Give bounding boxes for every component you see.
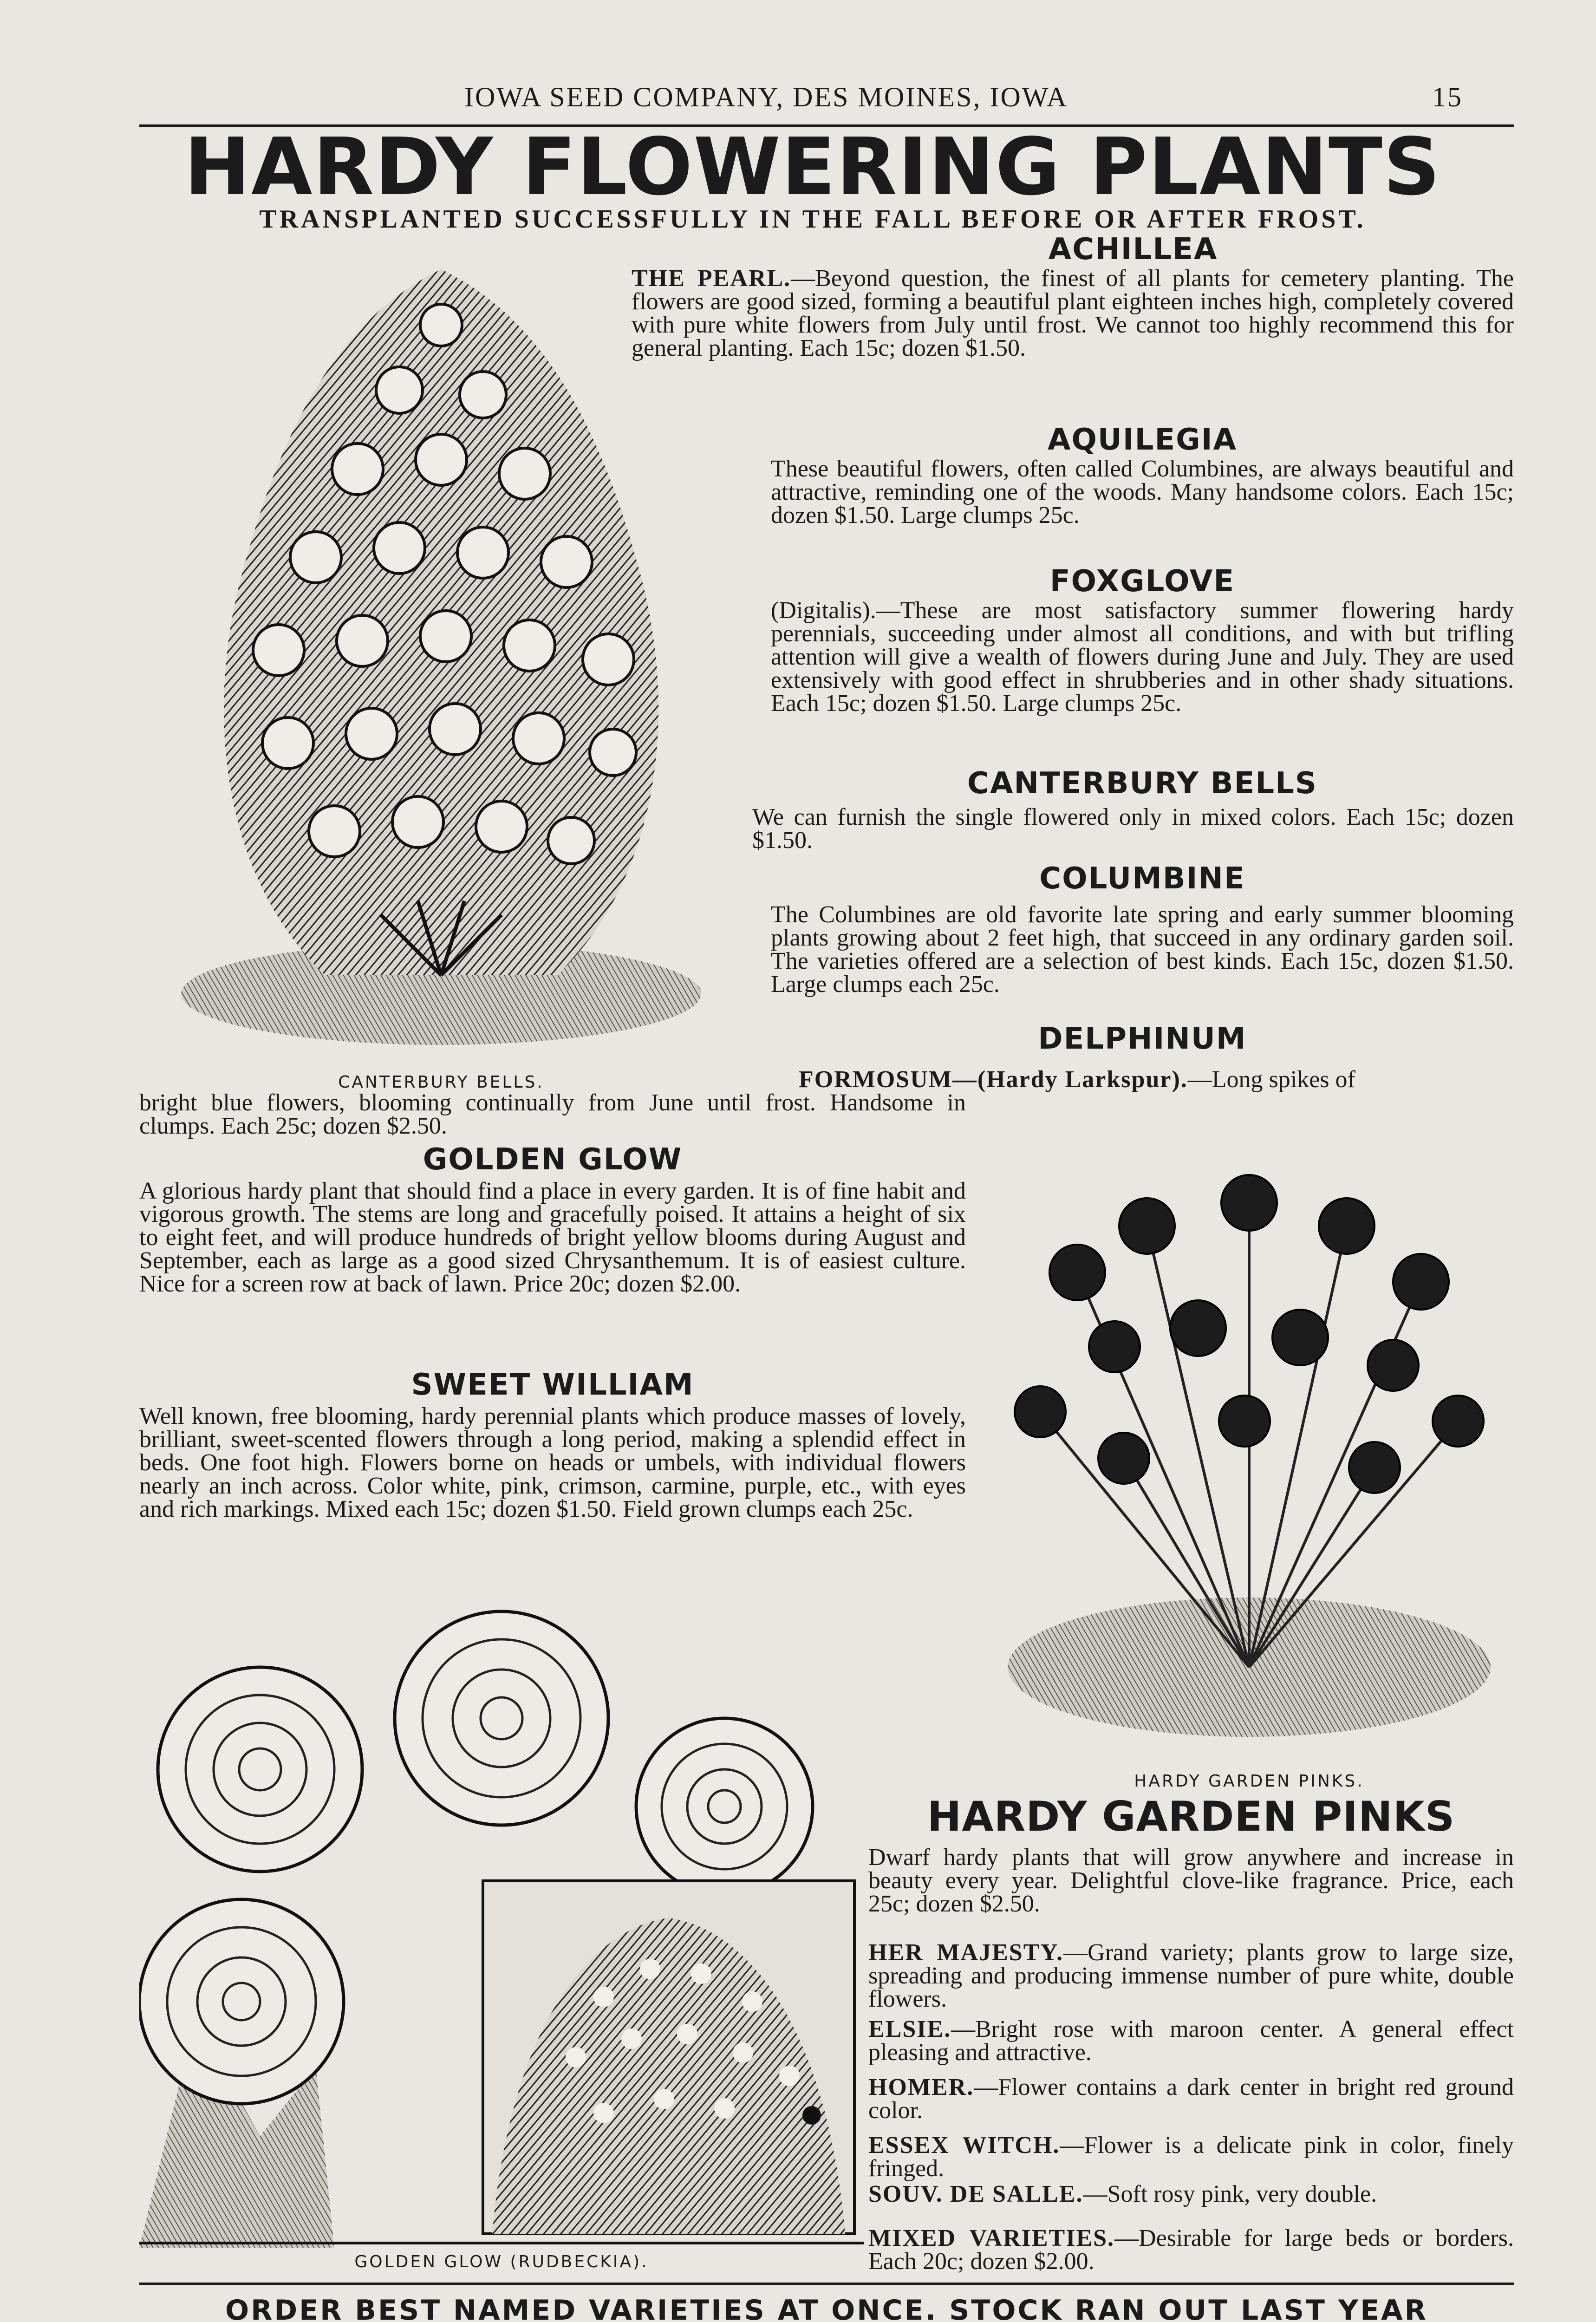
variety-desc: —Grand variety; plants grow to large size, spreading and producing immense number of pure white, double flowers.	[868, 1939, 1514, 2012]
pinks-variety	[868, 2227, 1514, 2273]
canterbury-bells-illustration	[139, 251, 743, 1063]
aquilegia-text: These beautiful flowers, often called Columbines, are always beautiful and attractive, reminding one of the woods. Many handsome colors. Each 15c; dozen $1.50. Large clumps 25c.	[771, 456, 1514, 528]
achillea-body: —Beyond question, the finest of all plants for cemetery planting. The flowers are good sized, forming a beautiful plant eighteen inches high, completely covered with pure white flowers from July until frost. We cannot too highly recommend this for general planting. Each 15c; dozen $1.50.	[632, 265, 1514, 361]
delphinum-text-b: bright blue flowers, blooming continually from June until frost. Handsome in clumps. Each 25c; dozen $2.50.	[139, 1089, 966, 1139]
variety-name: MIXED VARIETIES.	[868, 2225, 1115, 2251]
achillea-heading: ACHILLEA	[1048, 232, 1218, 267]
page-title: HARDY FLOWERING PLANTS	[184, 121, 1441, 213]
pinks-variety	[868, 1941, 1514, 2011]
running-header	[139, 81, 1463, 123]
variety-name: HER MAJESTY.	[868, 1939, 1064, 1966]
pinks-variety	[868, 2076, 1514, 2122]
achillea-lead: THE PEARL.	[632, 265, 791, 292]
golden-glow-heading: GOLDEN GLOW	[423, 1142, 683, 1177]
hardy-garden-pinks-illustration	[984, 1087, 1514, 1746]
page-subtitle: TRANSPLANTED SUCCESSFULLY IN THE FALL BEFORE OR AFTER FROST.	[259, 205, 1366, 234]
page-number: 15	[1432, 82, 1463, 112]
delphinum-heading: DELPHINUM	[1038, 1022, 1247, 1056]
variety-name: ELSIE.	[868, 2016, 951, 2042]
foxglove-text: (Digitalis).—These are most satisfactory summer flowering hardy perennials, succeeding under almost all conditions, and with but trifling attention will give a wealth of flowers during June and July. They are used extensively with good effect in shrubberies and in other shady situations. Each 15c; dozen $1.50. Large clumps 25c.	[771, 597, 1514, 717]
sweet-william-text: Well known, free blooming, hardy perennial plants which produce masses of lovely, brilliant, sweet-scented flowers through a long period, making a splendid effect in beds. One foot high. Flowers borne on heads or umbels, with individual flowers nearly an inch across. Color white, pink, crimson, carmine, purple, etc., with eyes and rich markings. Mixed each 15c; dozen $1.50. Field grown clumps each 25c.	[139, 1403, 966, 1522]
golden-glow-caption: GOLDEN GLOW (RUDBECKIA).	[354, 2252, 649, 2271]
foxglove-heading: FOXGLOVE	[1049, 564, 1235, 599]
golden-glow-text: A glorious hardy plant that should find a place in every garden. It is of fine habit and vigorous growth. The stems are long and gracefully poised. It attains a height of six to eight feet, and will produce hundreds of bright yellow blooms during August and September, each as large as a good sized Chrysanthemum. It is of easiest culture. Nice for a screen row at back of lawn. Price 20c; dozen $2.00.	[139, 1178, 966, 1297]
achillea-text	[632, 267, 1514, 360]
variety-desc: —Desirable for large beds or borders. Each 20c; dozen $2.00.	[868, 2225, 1514, 2275]
variety-desc: —Bright rose with maroon center. A general effect pleasing and attractive.	[868, 2016, 1514, 2066]
variety-name: SOUV. DE SALLE.	[868, 2181, 1083, 2207]
canterbury-text: We can furnish the single flowered only in mixed colors. Each 15c; dozen $1.50.	[752, 804, 1514, 854]
footer-rule	[139, 2283, 1514, 2285]
pinks-variety	[868, 2134, 1514, 2180]
columbine-heading: COLUMBINE	[1039, 861, 1245, 896]
variety-desc: —Flower is a delicate pink in color, finely fringed.	[868, 2132, 1514, 2182]
aquilegia-heading: AQUILEGIA	[1047, 423, 1238, 457]
variety-desc: —Flower contains a dark center in bright red ground color.	[868, 2074, 1514, 2124]
pinks-caption: HARDY GARDEN PINKS.	[1134, 1772, 1364, 1791]
golden-glow-illustration	[139, 1602, 864, 2248]
pinks-heading: HARDY GARDEN PINKS	[927, 1793, 1455, 1840]
canterbury-heading: CANTERBURY BELLS	[967, 766, 1318, 801]
variety-desc: —Soft rosy pink, very double.	[1083, 2181, 1377, 2207]
variety-name: ESSEX WITCH.	[868, 2132, 1060, 2159]
pinks-variety	[868, 2018, 1514, 2064]
delphinum-body-a: —Long spikes of	[1187, 1066, 1355, 1093]
delphinum-lead: FORMOSUM—(Hardy Larkspur).	[799, 1066, 1188, 1093]
variety-name: HOMER.	[868, 2074, 974, 2100]
canterbury-caption: CANTERBURY BELLS.	[338, 1073, 544, 1092]
sweet-william-heading: SWEET WILLIAM	[411, 1368, 694, 1402]
running-title: IOWA SEED COMPANY, DES MOINES, IOWA	[464, 82, 1068, 112]
footer-text: ORDER BEST NAMED VARIETIES AT ONCE. STOCK RAN OUT LAST YEAR	[225, 2294, 1428, 2322]
pinks-intro: Dwarf hardy plants that will grow anywhere and increase in beauty every year. Delightful clove-like fragrance. Price, each 25c; dozen $2.50.	[868, 1844, 1514, 1917]
columbine-text: The Columbines are old favorite late spring and early summer blooming plants growing about 2 feet high, that succeed in any ordinary garden soil. The varieties offered are a selection of best kinds. Each 15c, dozen $1.50. Large clumps each 25c.	[771, 901, 1514, 998]
pinks-variety	[868, 2183, 1514, 2206]
